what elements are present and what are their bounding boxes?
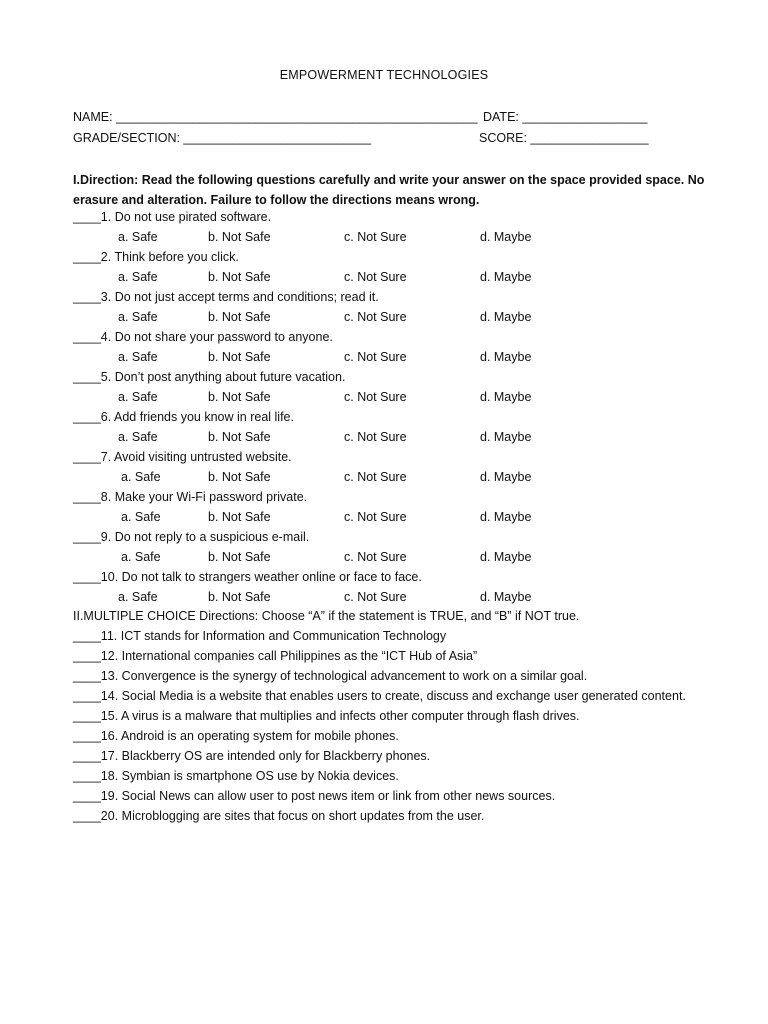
tf-item-11: ____11. ICT stands for Information and Communication Technology [73,629,447,643]
question-8: ____8. Make your Wi-Fi password private. [73,490,308,504]
score-field: SCORE: _________________ [479,131,649,145]
question-8-option-a: a. Safe [121,510,161,524]
question-5-option-c: c. Not Sure [344,390,407,404]
question-2-option-a: a. Safe [118,270,158,284]
question-5: ____5. Don’t post anything about future vacation. [73,370,346,384]
question-1-option-a: a. Safe [118,230,158,244]
question-8-option-c: c. Not Sure [344,510,407,524]
question-6-option-a: a. Safe [118,430,158,444]
question-1-option-b: b. Not Safe [208,230,271,244]
question-4: ____4. Do not share your password to anyone. [73,330,333,344]
question-4-option-b: b. Not Safe [208,350,271,364]
question-8-option-b: b. Not Safe [208,510,271,524]
tf-item-19: ____19. Social News can allow user to post news item or link from other news sources. [73,789,556,803]
page-title: EMPOWERMENT TECHNOLOGIES [279,68,489,82]
question-8-option-d: d. Maybe [480,510,532,524]
question-9-option-c: c. Not Sure [344,550,407,564]
section2-direction: II.MULTIPLE CHOICE Directions: Choose “A” if the statement is TRUE, and “B” if NOT true. [73,609,580,623]
question-5-option-d: d. Maybe [480,390,532,404]
question-3: ____3. Do not just accept terms and conditions; read it. [73,290,379,304]
question-5-option-b: b. Not Safe [208,390,271,404]
tf-item-20: ____20. Microblogging are sites that focus on short updates from the user. [73,809,485,823]
question-1-option-c: c. Not Sure [344,230,407,244]
question-9-option-b: b. Not Safe [208,550,271,564]
question-2: ____2. Think before you click. [73,250,239,264]
question-7-option-b: b. Not Safe [208,470,271,484]
question-9: ____9. Do not reply to a suspicious e-mail. [73,530,310,544]
question-7-option-c: c. Not Sure [344,470,407,484]
tf-item-18: ____18. Symbian is smartphone OS use by Nokia devices. [73,769,399,783]
question-2-option-d: d. Maybe [480,270,532,284]
question-7: ____7. Avoid visiting untrusted website. [73,450,292,464]
tf-item-15: ____15. A virus is a malware that multiplies and infects other computer through flash drives. [73,709,580,723]
tf-item-16: ____16. Android is an operating system for mobile phones. [73,729,399,743]
section1-direction: I.Direction: Read the following questions carefully and write your answer on the space provided space. No erasure and alteration. Failure to follow the directions means wrong. [73,173,705,207]
question-1: ____1. Do not use pirated software. [73,210,272,224]
question-3-option-c: c. Not Sure [344,310,407,324]
tf-item-14: ____14. Social Media is a website that enables users to create, discuss and exchange user generated content. [73,689,686,703]
question-9-option-a: a. Safe [121,550,161,564]
question-2-option-c: c. Not Sure [344,270,407,284]
grade-section-field: GRADE/SECTION: ___________________________ [73,131,372,145]
question-3-option-b: b. Not Safe [208,310,271,324]
date-field: DATE: __________________ [483,110,648,124]
question-10: ____10. Do not talk to strangers weather online or face to face. [73,570,422,584]
question-7-option-d: d. Maybe [480,470,532,484]
question-6-option-b: b. Not Safe [208,430,271,444]
question-4-option-c: c. Not Sure [344,350,407,364]
tf-item-17: ____17. Blackberry OS are intended only for Blackberry phones. [73,749,431,763]
question-3-option-a: a. Safe [118,310,158,324]
tf-item-13: ____13. Convergence is the synergy of technological advancement to work on a similar goal. [73,669,588,683]
question-4-option-d: d. Maybe [480,350,532,364]
question-6-option-d: d. Maybe [480,430,532,444]
question-6: ____6. Add friends you know in real life. [73,410,294,424]
question-1-option-d: d. Maybe [480,230,532,244]
question-9-option-d: d. Maybe [480,550,532,564]
question-2-option-b: b. Not Safe [208,270,271,284]
question-7-option-a: a. Safe [121,470,161,484]
question-4-option-a: a. Safe [118,350,158,364]
tf-item-12: ____12. International companies call Philippines as the “ICT Hub of Asia” [73,649,478,663]
question-5-option-a: a. Safe [118,390,158,404]
question-6-option-c: c. Not Sure [344,430,407,444]
name-field: NAME: ____________________________________________________ [73,110,478,124]
question-10-option-c: c. Not Sure [344,590,407,604]
question-10-option-b: b. Not Safe [208,590,271,604]
question-10-option-d: d. Maybe [480,590,532,604]
question-3-option-d: d. Maybe [480,310,532,324]
question-10-option-a: a. Safe [118,590,158,604]
